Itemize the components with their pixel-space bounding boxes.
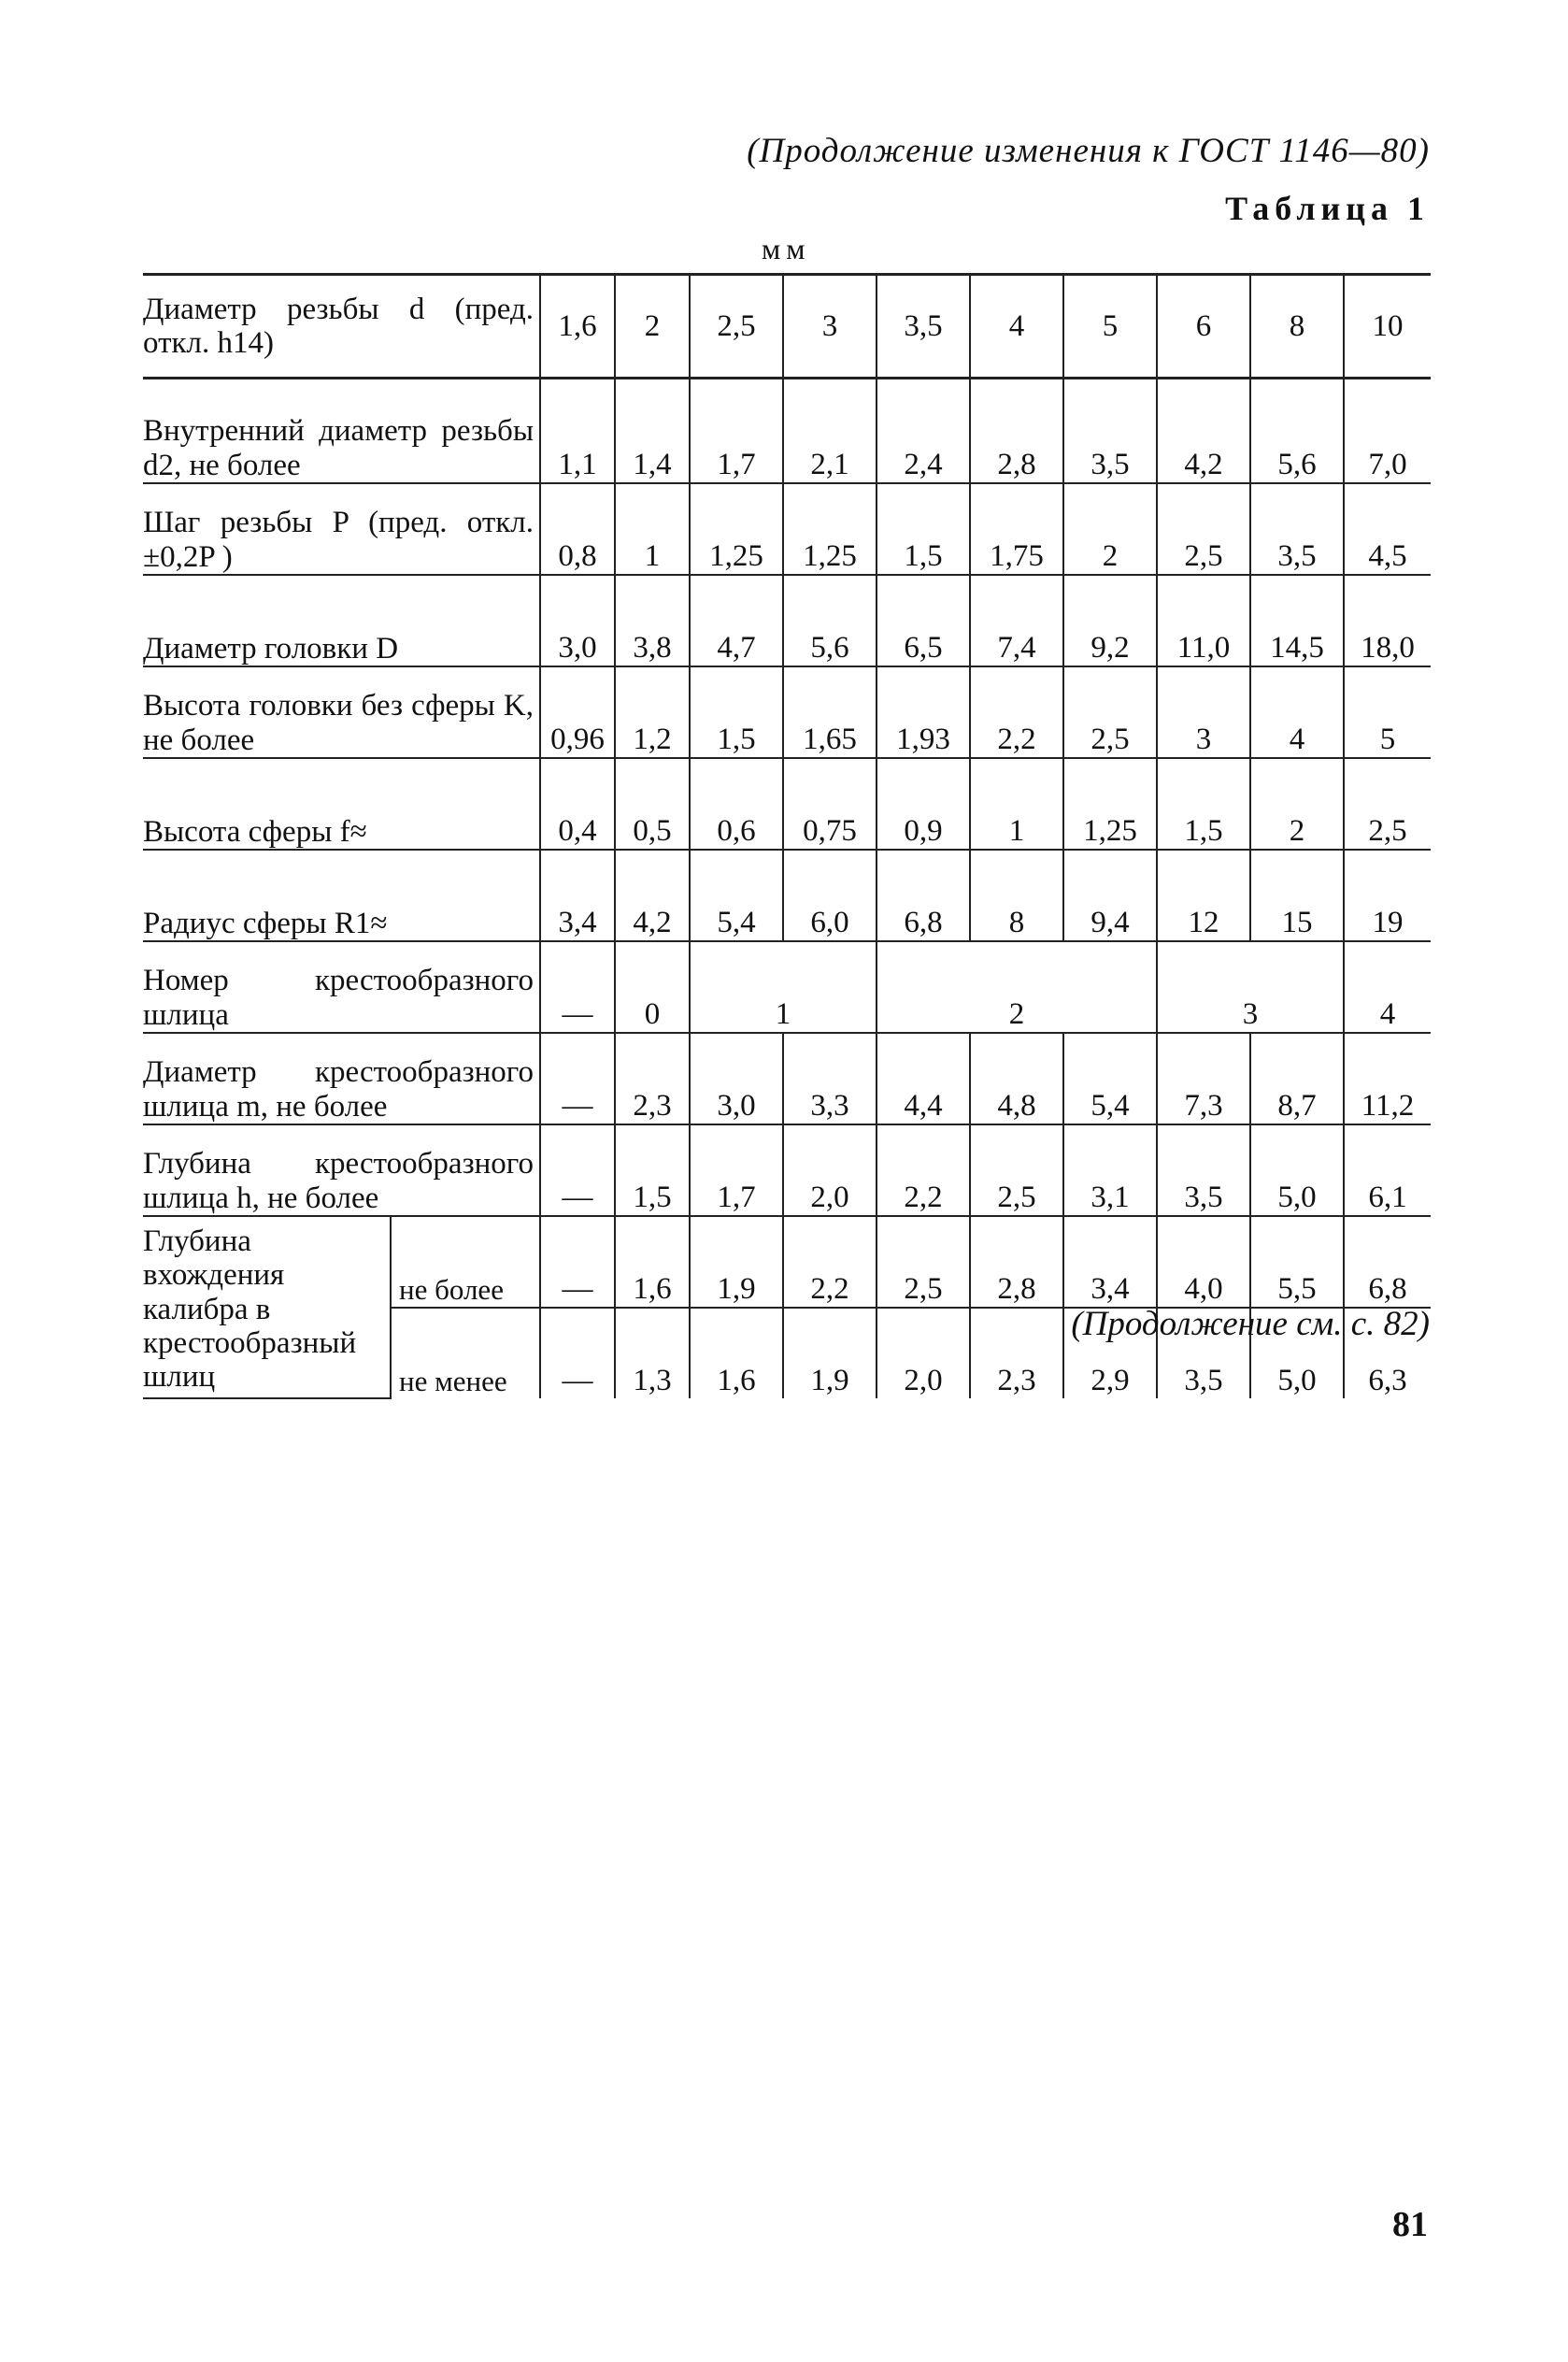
- spacer-cell: [783, 379, 877, 394]
- table-cell: 19: [1344, 850, 1431, 941]
- table-cell: 18,0: [1344, 575, 1431, 666]
- table-cell: 4: [1250, 666, 1344, 758]
- table-cell: 2,5: [877, 1216, 970, 1308]
- row-label: Глубина крестообразного шлица h, не более: [143, 1124, 540, 1216]
- row-label: Глубина вхождения калибра в крестообразный шлиц: [143, 1216, 391, 1398]
- row-label: Диаметр головки D: [143, 575, 540, 666]
- table-cell: —: [540, 1033, 615, 1124]
- table-row: [143, 850, 1431, 941]
- table-cell: 2,5: [1157, 483, 1250, 575]
- column-header: 8: [1250, 275, 1344, 379]
- table-cell: 2,3: [615, 1033, 690, 1124]
- table-cell: 7,0: [1344, 393, 1431, 483]
- table-cell: 5,0: [1250, 1124, 1344, 1216]
- table-cell: 0,4: [540, 758, 615, 850]
- units-label: мм: [762, 232, 811, 265]
- table-cell: 5,5: [1250, 1216, 1344, 1308]
- table-header-row: [143, 275, 1431, 379]
- table-cell: 6,0: [783, 850, 877, 941]
- table-cell: 3,1: [1063, 1124, 1157, 1216]
- column-header: 3: [783, 275, 877, 379]
- table-cell: 2,2: [970, 666, 1063, 758]
- table-cell: 2,5: [970, 1124, 1063, 1216]
- row-label: Внутренний диаметр резьбы d2, не более: [143, 393, 540, 483]
- table-cell: 1,5: [1157, 758, 1250, 850]
- column-header: 2,5: [690, 275, 783, 379]
- table-cell: 14,5: [1250, 575, 1344, 666]
- column-header: 6: [1157, 275, 1250, 379]
- table-cell: 0,6: [690, 758, 783, 850]
- table-row: [143, 666, 1431, 758]
- table-cell: 1,25: [783, 483, 877, 575]
- sub-label: не менее: [391, 1308, 540, 1398]
- table-cell: 1,65: [783, 666, 877, 758]
- table-row-slot-number: [143, 941, 1431, 1033]
- table-cell: 3,5: [1157, 1124, 1250, 1216]
- row-label: Диаметр крестообразного шлица m, не более: [143, 1033, 540, 1124]
- table-row: [143, 1124, 1431, 1216]
- column-header: 2: [615, 275, 690, 379]
- table-cell: 3,4: [1063, 1216, 1157, 1308]
- table-cell: 0,96: [540, 666, 615, 758]
- table-cell: 4,8: [970, 1033, 1063, 1124]
- table-cell: 8,7: [1250, 1033, 1344, 1124]
- table-cell: 1,75: [970, 483, 1063, 575]
- spacer-cell: [615, 379, 690, 394]
- table-cell: 1,4: [615, 393, 690, 483]
- table-cell: —: [540, 1308, 615, 1398]
- table-cell: 4,2: [615, 850, 690, 941]
- table-cell: 2,8: [970, 1216, 1063, 1308]
- table-label: Таблица 1: [1225, 190, 1430, 227]
- table-cell: 1,1: [540, 393, 615, 483]
- table-cell: 1,7: [690, 393, 783, 483]
- table-cell: 11,2: [1344, 1033, 1431, 1124]
- spacer-cell: [1250, 379, 1344, 394]
- sub-label: не более: [391, 1216, 540, 1308]
- table-row: [143, 575, 1431, 666]
- row-label: Номер крестообразного шлица: [143, 941, 540, 1033]
- table-cell: 1: [690, 941, 877, 1033]
- spec-table: [143, 273, 1431, 1399]
- table-cell: 9,4: [1063, 850, 1157, 941]
- table-cell: 5: [1344, 666, 1431, 758]
- table-cell: 1,9: [690, 1216, 783, 1308]
- table-cell: 3,5: [1250, 483, 1344, 575]
- table-cell: 0,8: [540, 483, 615, 575]
- spacer-cell: [143, 379, 540, 394]
- table-cell: 0,9: [877, 758, 970, 850]
- table-cell: 6,3: [1344, 1308, 1431, 1398]
- table-cell: 0,5: [615, 758, 690, 850]
- row-label: Высота сферы f≈: [143, 758, 540, 850]
- table-cell: 1,2: [615, 666, 690, 758]
- table-cell: 2,9: [1063, 1308, 1157, 1398]
- table-cell: 1,25: [690, 483, 783, 575]
- table-cell: 8: [970, 850, 1063, 941]
- spacer-cell: [1063, 379, 1157, 394]
- table-row: [143, 758, 1431, 850]
- table-cell: 1,5: [877, 483, 970, 575]
- column-header: 5: [1063, 275, 1157, 379]
- spacer-cell: [540, 379, 615, 394]
- table-cell: 5,6: [783, 575, 877, 666]
- table-cell: 12: [1157, 850, 1250, 941]
- table-cell: 3,3: [783, 1033, 877, 1124]
- table-cell: 1,25: [1063, 758, 1157, 850]
- table-cell: 1: [615, 483, 690, 575]
- table-cell: 6,5: [877, 575, 970, 666]
- table-cell: 11,0: [1157, 575, 1250, 666]
- continuation-footer: (Продолжение см. с. 82): [1071, 1305, 1430, 1343]
- header-label: Диаметр резьбы d (пред. откл. h14): [143, 275, 540, 379]
- table-cell: 15: [1250, 850, 1344, 941]
- table-cell: 3,5: [1063, 393, 1157, 483]
- table-cell: 3,5: [1157, 1308, 1250, 1398]
- table-cell: 1,93: [877, 666, 970, 758]
- table-cell: 2,2: [783, 1216, 877, 1308]
- table-cell: 4,2: [1157, 393, 1250, 483]
- spacer-cell: [1157, 379, 1250, 394]
- table-cell: 1,5: [615, 1124, 690, 1216]
- spacer-cell: [1344, 379, 1431, 394]
- table-cell: 2,3: [970, 1308, 1063, 1398]
- table-cell: 7,3: [1157, 1033, 1250, 1124]
- table-cell: 2,2: [877, 1124, 970, 1216]
- page-number: 81: [1392, 2205, 1428, 2244]
- column-header: 3,5: [877, 275, 970, 379]
- table-cell: 2,5: [1344, 758, 1431, 850]
- table-cell: 7,4: [970, 575, 1063, 666]
- table-cell: 0: [615, 941, 690, 1033]
- table-cell: 2,5: [1063, 666, 1157, 758]
- table-cell: —: [540, 941, 615, 1033]
- table-cell: 1,9: [783, 1308, 877, 1398]
- table-cell: 2: [1063, 483, 1157, 575]
- table-cell: 1,6: [615, 1216, 690, 1308]
- table-cell: 2,0: [783, 1124, 877, 1216]
- table-cell: 0,75: [783, 758, 877, 850]
- table-cell: 2,1: [783, 393, 877, 483]
- spacer-cell: [690, 379, 783, 394]
- table-row-gauge-max: [143, 1216, 1431, 1308]
- table-cell: 2,4: [877, 393, 970, 483]
- table-cell: 3,4: [540, 850, 615, 941]
- table-cell: 6,8: [877, 850, 970, 941]
- table-cell: 4,7: [690, 575, 783, 666]
- table-cell: 4,0: [1157, 1216, 1250, 1308]
- table-cell: 3: [1157, 941, 1344, 1033]
- table-cell: 1,3: [615, 1308, 690, 1398]
- spacer-cell: [877, 379, 970, 394]
- table-cell: 2,8: [970, 393, 1063, 483]
- table-cell: 4: [1344, 941, 1431, 1033]
- table-cell: 5,4: [1063, 1033, 1157, 1124]
- table-cell: 3,0: [540, 575, 615, 666]
- table-cell: 2: [877, 941, 1157, 1033]
- column-header: 10: [1344, 275, 1431, 379]
- table-cell: —: [540, 1124, 615, 1216]
- table-row: [143, 483, 1431, 575]
- table-cell: 5,0: [1250, 1308, 1344, 1398]
- table-cell: 1,6: [690, 1308, 783, 1398]
- continuation-header: (Продолжение изменения к ГОСТ 1146—80): [747, 132, 1430, 170]
- column-header: 4: [970, 275, 1063, 379]
- table-cell: 2,0: [877, 1308, 970, 1398]
- table-cell: 9,2: [1063, 575, 1157, 666]
- table-cell: 1,5: [690, 666, 783, 758]
- table-cell: 1,7: [690, 1124, 783, 1216]
- table-cell: 6,1: [1344, 1124, 1431, 1216]
- row-label: Шаг резьбы P (пред. откл. ±0,2P ): [143, 483, 540, 575]
- spacer-row: [143, 379, 1431, 394]
- table-cell: 4,4: [877, 1033, 970, 1124]
- table-cell: 1: [970, 758, 1063, 850]
- table-cell: 5,4: [690, 850, 783, 941]
- table-cell: 3,0: [690, 1033, 783, 1124]
- table-cell: 2: [1250, 758, 1344, 850]
- row-label: Радиус сферы R1≈: [143, 850, 540, 941]
- spacer-cell: [970, 379, 1063, 394]
- table-cell: 4,5: [1344, 483, 1431, 575]
- table-cell: 3: [1157, 666, 1250, 758]
- table-row: [143, 1033, 1431, 1124]
- table-cell: 5,6: [1250, 393, 1344, 483]
- table-row: [143, 393, 1431, 483]
- table-cell: 3,8: [615, 575, 690, 666]
- table-cell: —: [540, 1216, 615, 1308]
- column-header: 1,6: [540, 275, 615, 379]
- row-label: Высота головки без сферы K, не более: [143, 666, 540, 758]
- table-cell: 6,8: [1344, 1216, 1431, 1308]
